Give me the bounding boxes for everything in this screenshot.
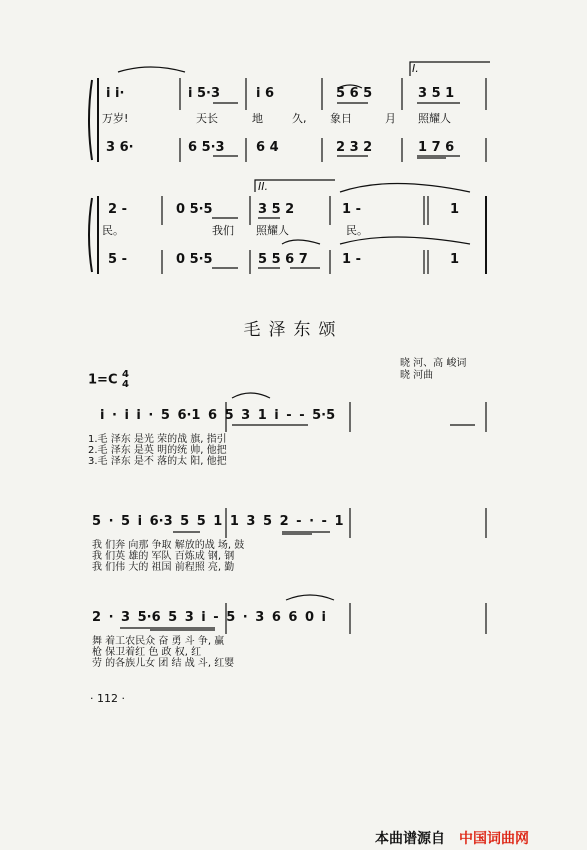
key-label: 1=C [88,372,118,388]
melody-line: 2 · 3 5·6 5 3 i - 5 · 3 6 6 0 i [92,610,326,625]
bass-measure: 5 - [108,252,127,267]
verse-3-lyric: 劳 的各族儿女 团 结 战 斗, 红婴 [92,658,235,669]
melody-measure: i i· [106,86,125,101]
bass-measure: 1 - [342,252,361,267]
verse-2-lyric: 枪 保卫着红 色 政 权, 红 [92,647,202,658]
melody-measure: 3 5 2 [258,202,295,217]
lyric: 地 [252,112,263,125]
song-title: 毛泽东颂 [243,320,344,340]
source-footer [375,828,529,848]
melody-measure: 1 [450,202,460,217]
key-signature [88,370,129,390]
bass-measure: 6 5·3 [188,140,225,155]
lyric: 天长 [196,112,218,125]
melody-line: i · i i · 5 6·1 6 5 3 1 i - - 5·5 [100,408,336,423]
volta-1-label: I. [412,62,419,75]
bass-measure: 5 5 6 7 [258,252,308,267]
footer-source-text: 本曲谱源自 [375,831,445,847]
lyric: 照耀人 [418,112,451,125]
time-top: 4 [122,369,129,380]
verse-1-lyric: 我 们奔 向那 争取 解放的战 场, 鼓 [92,540,245,551]
melody-measure: i 5·3 [188,86,221,101]
bass-measure: 6 4 [256,140,279,155]
lyric: 照耀人 [256,224,289,237]
bass-measure: 1 [450,252,460,267]
verse-1-lyric: 1.毛 泽东 是光 荣的战 旗, 指引 [88,434,227,445]
lyric: 象日 [330,112,352,125]
page-number: · 112 · [90,692,125,705]
melody-measure: 2 - [108,202,127,217]
song-credits [400,358,466,382]
lyric: 月 [385,112,396,125]
lyric: 万岁! [102,112,129,125]
melody-line: 5 · 5 i 6·3 5 5 1 1 3 5 2 - · - 1 [92,514,344,529]
bass-measure: 2 3 2 [336,140,373,155]
melody-measure: i 6 [256,86,275,101]
footer-brand-link[interactable]: 中国词曲网 [459,831,529,847]
melody-measure: 1 - [342,202,361,217]
lyric: 久, [292,112,307,125]
verse-2-lyric: 我 们英 雄的 军队 百炼成 钢, 钢 [92,551,235,562]
time-bottom: 4 [122,379,129,390]
verse-2-lyric: 2.毛 泽东 是英 明的统 帅, 他把 [88,445,227,456]
verse-3-lyric: 3.毛 泽东 是不 落的太 阳, 他把 [88,456,227,467]
composer-credit: 晓 河曲 [400,370,434,381]
time-signature [122,370,129,390]
melody-measure: 3 5 1 [418,86,455,101]
melody-measure: 0 5·5 [176,202,213,217]
lyricist-credit: 晓 河、高 峻词 [400,358,467,369]
bass-measure: 1 7 6 [418,140,455,155]
volta-2-label: II. [258,180,268,193]
verse-3-lyric: 我 们伟 大的 祖国 前程照 亮, 勤 [92,562,235,573]
lyric: 民。 [346,224,368,237]
verse-1-lyric: 舞 着工农民众 奋 勇 斗 争, 赢 [92,636,225,647]
bass-measure: 3 6· [106,140,134,155]
bass-measure: 0 5·5 [176,252,213,267]
lyric: 民。 [102,224,124,237]
melody-measure: 5 6 5 [336,86,373,101]
lyric: 我们 [212,224,234,237]
